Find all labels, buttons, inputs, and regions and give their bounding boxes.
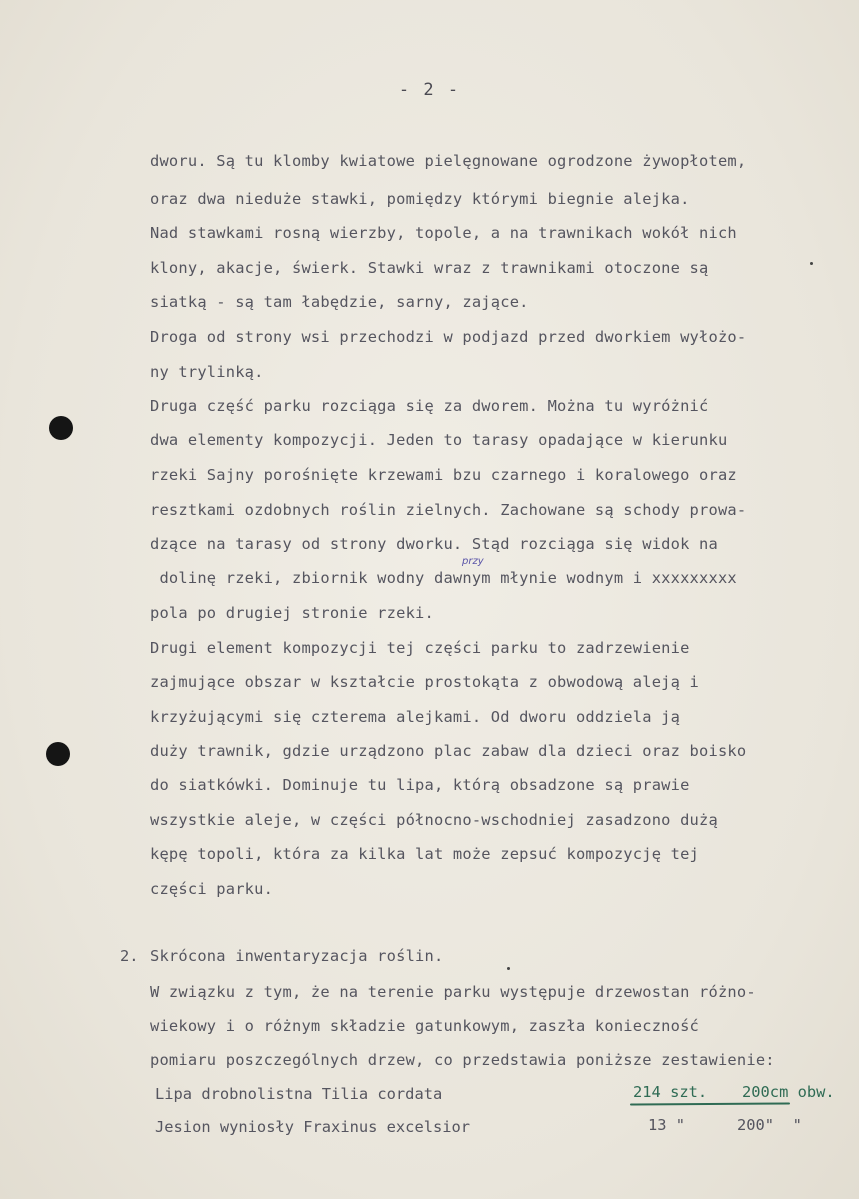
handwritten-insertion: przy xyxy=(462,556,484,567)
ink-dot xyxy=(810,262,813,265)
text-line: ny trylinką. xyxy=(150,363,264,381)
text-line: Nad stawkami rosną wierzby, topole, a na trawnikach wokół nich xyxy=(150,224,737,242)
text-line: Drugi element kompozycji tej części parku to zadrzewienie xyxy=(150,639,690,657)
text-line: dzące na tarasy od strony dworku. Stąd rozciąga się widok na xyxy=(150,535,718,553)
text-line: części parku. xyxy=(150,880,274,898)
text-line: do siatkówki. Dominuje tu lipa, którą obsadzone są prawie xyxy=(150,776,690,794)
text-line: klony, akacje, świerk. Stawki wraz z trawnikami otoczone są xyxy=(150,259,709,277)
text-line: Druga część parku rozciąga się za dworem. Można tu wyróżnić xyxy=(150,397,709,415)
text-line: pomiaru poszczególnych drzew, co przedstawia poniższe zestawienie: xyxy=(150,1051,775,1069)
species-name: Lipa drobnolistna Tilia cordata xyxy=(155,1085,443,1103)
trunk-circumference: 200" " xyxy=(737,1116,802,1134)
trunk-circumference: 200cm obw. xyxy=(742,1083,835,1101)
text-line: zajmujące obszar w kształcie prostokąta z obwodową aleją i xyxy=(150,673,700,691)
text-line: W związku z tym, że na terenie parku występuje drzewostan różno- xyxy=(150,983,756,1001)
text-line: siatką - są tam łabędzie, sarny, zające. xyxy=(150,293,529,311)
text-line: kępę topoli, która za kilka lat może zepsuć kompozycję tej xyxy=(150,845,700,863)
page-number: - 2 - xyxy=(398,80,461,100)
section-number: 2. xyxy=(120,947,139,965)
ink-dot xyxy=(507,967,510,970)
tree-count: 13 " xyxy=(648,1116,686,1134)
tree-count: 214 szt. xyxy=(633,1083,708,1101)
text-line: wszystkie aleje, w części północno-wschodniej zasadzono dużą xyxy=(150,811,718,829)
text-line: krzyżującymi się czterema alejkami. Od dworu oddziela ją xyxy=(150,708,681,726)
text-line: resztkami ozdobnych roślin zielnych. Zachowane są schody prowa- xyxy=(150,501,747,519)
text-line: rzeki Sajny porośnięte krzewami bzu czarnego i koralowego oraz xyxy=(150,466,737,484)
text-line: duży trawnik, gdzie urządzono plac zabaw dla dzieci oraz boisko xyxy=(150,742,747,760)
text-line: oraz dwa nieduże stawki, pomiędzy którymi biegnie alejka. xyxy=(150,190,690,208)
text-line: dwa elementy kompozycji. Jeden to tarasy opadające w kierunku xyxy=(150,431,728,449)
punch-hole xyxy=(46,742,70,766)
text-line: dolinę rzeki, zbiornik wodny dawnym młynie wodnym i xxxxxxxxx xyxy=(150,569,737,587)
section-title: Skrócona inwentaryzacja roślin. xyxy=(150,947,444,965)
punch-hole xyxy=(49,416,73,440)
text-line: dworu. Są tu klomby kwiatowe pielęgnowane ogrodzone żywopłotem, xyxy=(150,152,747,170)
text-line: wiekowy i o różnym składzie gatunkowym, zaszła konieczność xyxy=(150,1017,700,1035)
text-line: Droga od strony wsi przechodzi w podjazd przed dworkiem wyłożo- xyxy=(150,328,747,346)
species-name: Jesion wyniosły Fraxinus excelsior xyxy=(155,1118,471,1136)
text-line: pola po drugiej stronie rzeki. xyxy=(150,604,434,622)
